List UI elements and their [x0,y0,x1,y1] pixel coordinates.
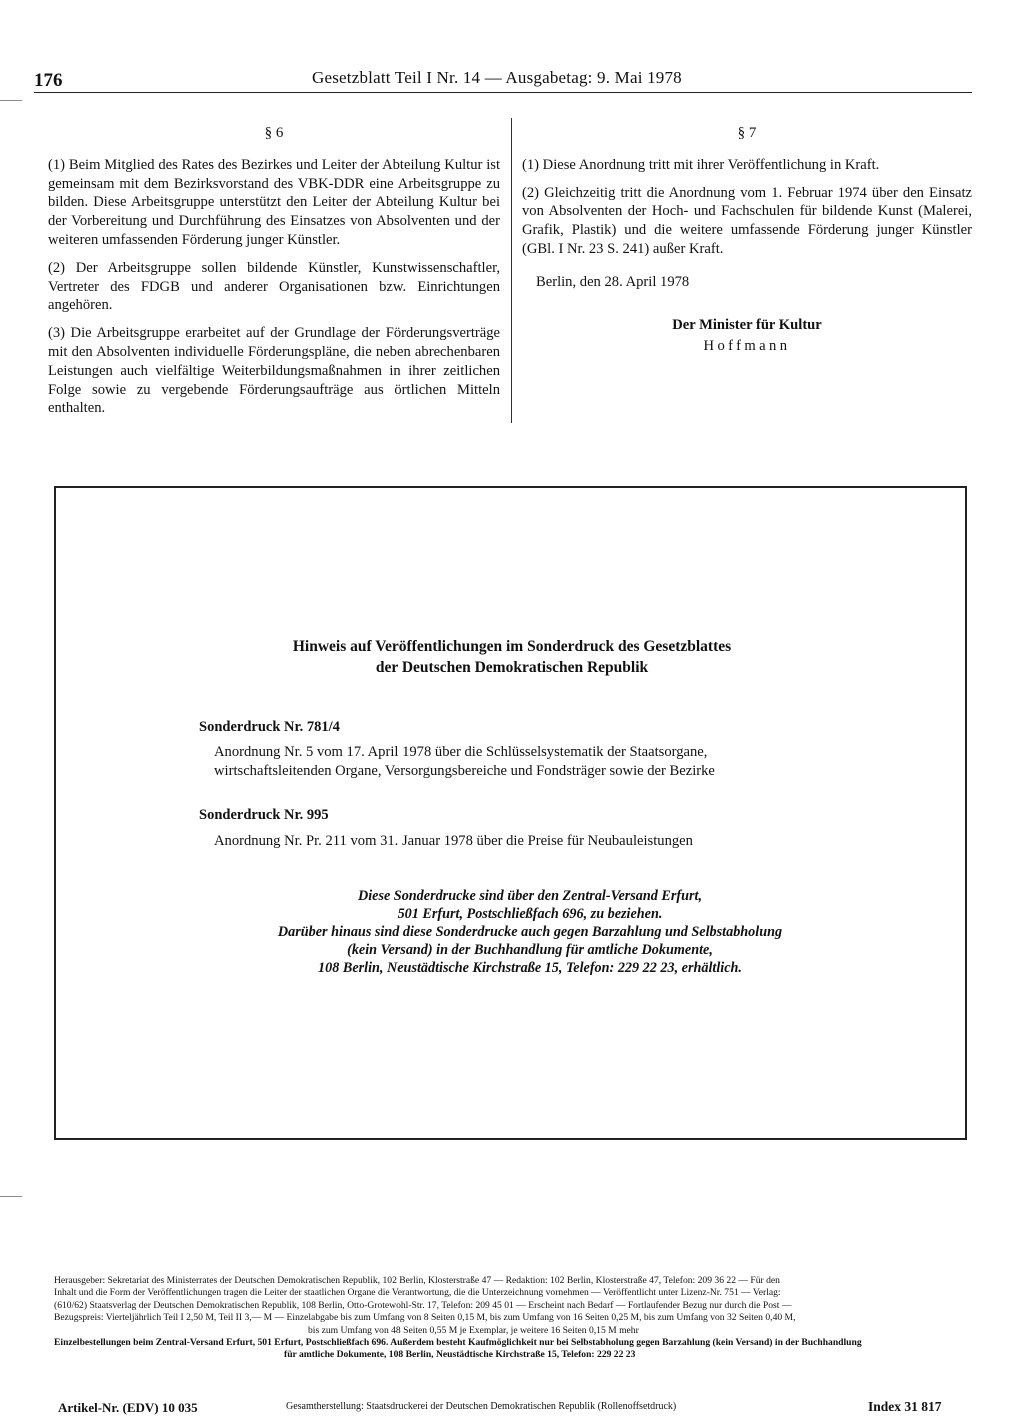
paragraph-6-3: (3) Die Arbeitsgruppe erarbeitet auf der Grundlage der Förderungsverträge mit den Absolventen individuelle Förderungspläne, die neben abrechenbaren Leistungen auch vielfältige Weiterbildungsmaßnahmen in ihrer zeitlichen Folge sowie zu vergebende Förderungsaufträge aus örtlichen Mitteln enthalten. [48,325,500,417]
sonderdruck-text-1a: Anordnung Nr. 5 vom 17. April 1978 über die Schlüsselsystematik der Staatsorgane, [214,744,708,760]
note-line-1: Diese Sonderdrucke sind über den Zentral-Versand Erfurt, [357,888,703,904]
notice-title [0,636,1024,678]
gazette-header-title: Gesetzblatt Teil I Nr. 14 — Ausgabetag: 9. Mai 1978 [312,68,682,87]
sonderdruck-text-1b: wirtschaftsleitenden Organe, Versorgungsbereiche und Fondsträger sowie der Bezirke [214,763,715,779]
sonderdruck-label-2: Sonderdruck Nr. 995 [199,807,329,823]
signature-name: Hoffmann [703,338,791,355]
section-heading-7: § 7 [737,125,757,141]
imprint-line: für amtliche Dokumente, 108 Berlin, Neustädtische Kirchstraße 15, Telefon: 229 22 23 [284,1349,636,1361]
note-line-3: Darüber hinaus sind diese Sonderdrucke auch gegen Barzahlung und Selbstabholung [277,924,783,940]
left-column [48,124,500,427]
printer-line: Gesamtherstellung: Staatsdruckerei der Deutschen Demokratischen Republik (Rollenoffsetdruck) [286,1401,677,1412]
header-rule [34,92,972,93]
imprint-line: Herausgeber: Sekretariat des Ministerrates der Deutschen Demokratischen Republik, 102 Berlin, Klosterstraße 47 — Redaktion: 102 Berlin, Klosterstraße 47, Telefon: 209 36 22 — Für den [54,1275,780,1286]
note-line-5: 108 Berlin, Neustädtische Kirchstraße 15, Telefon: 229 22 23, erhältlich. [318,960,742,976]
notice-box [54,486,967,1140]
page-number: 176 [34,70,63,91]
index-number: Index 31 817 [868,1399,942,1414]
paragraph-7-1: (1) Diese Anordnung tritt mit ihrer Veröffentlichung in Kraft. [522,156,880,173]
paragraph-6-2: (2) Der Arbeitsgruppe sollen bildende Künstler, Kunstwissenschaftler, Vertreter des FDGB und anderer Organisationen bzw. Einrichtungen angehören. [48,259,500,314]
notice-title-line-2: der Deutschen Demokratischen Republik [375,659,649,676]
sonderdruck-text-2: Anordnung Nr. Pr. 211 vom 31. Januar 1978 über die Preise für Neubauleistungen [214,833,693,849]
imprint-line: Einzelbestellungen beim Zentral-Versand Erfurt, 501 Erfurt, Postschließfach 696. Außerdem besteht Kaufmöglichkeit nur bei Selbstabholung gegen Barzahlung (kein Versand) in der Buchhandlung [54,1337,862,1349]
section-heading-6: § 6 [264,125,284,141]
sonderdruck-label-1: Sonderdruck Nr. 781/4 [199,719,340,735]
imprint-line: bis zum Umfang von 48 Seiten 0,55 M je Exemplar, je weitere 16 Seiten 0,15 M mehr [308,1324,639,1336]
margin-mark [0,100,22,101]
imprint-line: (610/62) Staatsverlag der Deutschen Demokratischen Republik, 108 Berlin, Otto-Grotewohl-Str. 17, Telefon: 209 45 01 — Erscheint nach Bedarf — Fortlaufender Bezug nur durch die Post — [54,1299,792,1311]
right-column [522,124,972,356]
article-number: Artikel-Nr. (EDV) 10 035 [58,1400,198,1415]
notice-title-line-1: Hinweis auf Veröffentlichungen im Sonderdruck des Gesetzblattes [292,638,732,655]
imprint [54,1275,964,1362]
paragraph-7-2: (2) Gleichzeitig tritt die Anordnung vom 1. Februar 1974 über den Einsatz von Absolventen der Hoch- und Fachschulen für bildende Kunst (Malerei, Grafik, Plastik) und die weitere umfassende Förderung junger Künstler (GBl. I Nr. 23 S. 241) außer Kraft. [522,184,972,257]
paragraph-6-1: (1) Beim Mitglied des Rates des Bezirkes und Leiter der Abteilung Kultur ist gemeinsam mit dem Bezirksvorstand des VBK-DDR eine Arbeitsgruppe zu bilden. Diese Arbeitsgruppe unterstützt den Leiter der Abteilung Kultur bei der Vorbereitung und Durchführung des Einsatzes von Absolventen und der weiteren umfassenden Förderung junger Künstler. [48,156,500,248]
note-line-2: 501 Erfurt, Postschließfach 696, zu beziehen. [397,906,663,922]
column-divider [511,118,512,423]
note-line-4: (kein Versand) in der Buchhandlung für amtliche Dokumente, [347,942,713,958]
margin-mark [0,1196,22,1197]
imprint-line: Inhalt und die Form der Veröffentlichungen tragen die Leiter der staatlichen Organe die Verantwortung, die die Unterzeichnung vornehmen — Veröffentlicht unter Lizenz-Nr. 751 — Verlag: [54,1287,781,1299]
date-line: Berlin, den 28. April 1978 [536,273,690,290]
imprint-line: Bezugspreis: Vierteljährlich Teil I 2,50 M, Teil II 3,— M — Einzelabgabe bis zum Umfang von 8 Seiten 0,15 M, bis zum Umfang von 16 Seiten 0,25 M, bis zum Umfang von 32 Seiten 0,40 M, [54,1312,796,1324]
signature-title: Der Minister für Kultur [672,316,822,333]
